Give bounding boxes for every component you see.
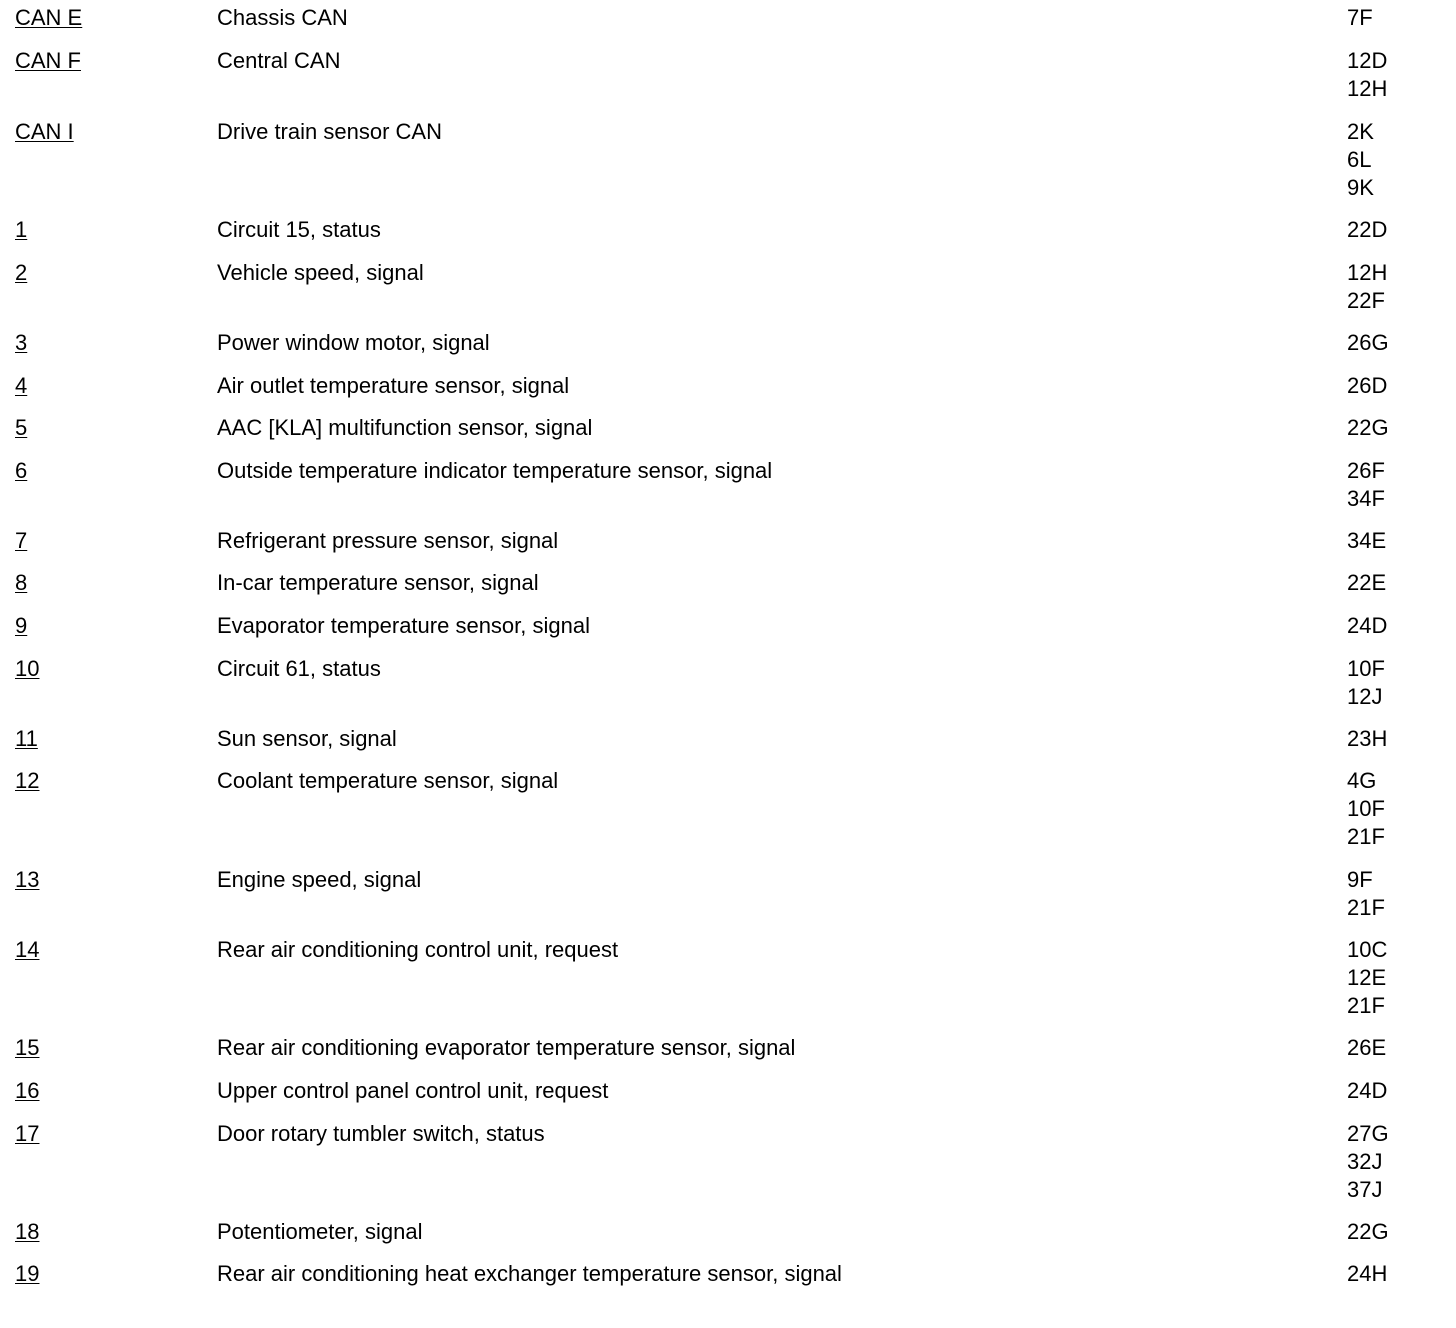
grid-reference-list xyxy=(1347,569,1386,597)
signal-code-link[interactable]: 12 xyxy=(15,768,40,793)
grid-reference: 24D xyxy=(1347,1078,1388,1103)
signal-code-link[interactable]: 3 xyxy=(15,330,28,355)
signal-description: Vehicle speed, signal xyxy=(217,260,424,285)
signal-code-link[interactable]: 17 xyxy=(15,1121,40,1146)
signal-description: Rear air conditioning heat exchanger temperature sensor, signal xyxy=(217,1261,842,1286)
grid-reference-list xyxy=(1347,329,1389,357)
signal-description: Refrigerant pressure sensor, signal xyxy=(217,528,559,553)
signal-description: Rear air conditioning control unit, request xyxy=(217,937,619,962)
grid-reference: 10F xyxy=(1347,656,1385,681)
grid-reference-list xyxy=(1347,457,1385,513)
grid-reference: 10C xyxy=(1347,937,1388,962)
signal-description: Upper control panel control unit, request xyxy=(217,1078,609,1103)
grid-reference: 12H xyxy=(1347,76,1388,101)
grid-reference: 26F xyxy=(1347,458,1385,483)
signal-code-link[interactable]: 14 xyxy=(15,937,40,962)
signal-description: Power window motor, signal xyxy=(217,330,490,355)
signal-code-link[interactable]: 19 xyxy=(15,1261,40,1286)
signal-description: Potentiometer, signal xyxy=(217,1219,423,1244)
grid-reference: 26D xyxy=(1347,373,1388,398)
signal-code-link[interactable]: CAN F xyxy=(15,48,81,73)
grid-reference-list xyxy=(1347,1120,1389,1204)
signal-code-link[interactable]: 2 xyxy=(15,260,28,285)
grid-reference: 26E xyxy=(1347,1035,1387,1060)
grid-reference: 34E xyxy=(1347,528,1387,553)
grid-reference: 12J xyxy=(1347,684,1383,709)
grid-reference-list xyxy=(1347,1260,1387,1288)
signal-code-link[interactable]: 4 xyxy=(15,373,28,398)
signal-code-link[interactable]: 6 xyxy=(15,458,28,483)
signal-description: Coolant temperature sensor, signal xyxy=(217,768,559,793)
signal-code-link[interactable]: 16 xyxy=(15,1078,40,1103)
signal-code-link[interactable]: 8 xyxy=(15,570,28,595)
grid-reference-list xyxy=(1347,47,1387,103)
grid-reference-list xyxy=(1347,936,1387,1020)
grid-reference-list xyxy=(1347,725,1387,753)
signal-description: Sun sensor, signal xyxy=(217,726,397,751)
signal-description: Engine speed, signal xyxy=(217,867,422,892)
grid-reference: 12H xyxy=(1347,260,1388,285)
signal-description: AAC [KLA] multifunction sensor, signal xyxy=(217,415,593,440)
grid-reference: 34F xyxy=(1347,486,1385,511)
grid-reference: 26G xyxy=(1347,330,1389,355)
signal-description: Circuit 61, status xyxy=(217,656,381,681)
signal-description: Door rotary tumbler switch, status xyxy=(217,1121,545,1146)
grid-reference: 22E xyxy=(1347,570,1387,595)
grid-reference-list xyxy=(1347,4,1373,32)
grid-reference: 22D xyxy=(1347,217,1388,242)
grid-reference-list xyxy=(1347,655,1385,711)
grid-reference: 22G xyxy=(1347,1219,1389,1244)
grid-reference: 21F xyxy=(1347,993,1385,1018)
signal-code-link[interactable]: 11 xyxy=(15,726,38,751)
grid-reference-list xyxy=(1347,1077,1387,1105)
signal-description: Central CAN xyxy=(217,48,341,73)
signal-code-link[interactable]: CAN E xyxy=(15,5,83,30)
grid-reference: 27G xyxy=(1347,1121,1389,1146)
grid-reference: 12D xyxy=(1347,48,1388,73)
grid-reference-list xyxy=(1347,1218,1389,1246)
grid-reference: 24H xyxy=(1347,1261,1388,1286)
grid-reference: 24D xyxy=(1347,613,1388,638)
signal-code-link[interactable]: 9 xyxy=(15,613,28,638)
grid-reference-list xyxy=(1347,527,1386,555)
grid-reference-list xyxy=(1347,612,1387,640)
signal-code-link[interactable]: 15 xyxy=(15,1035,40,1060)
grid-reference-list xyxy=(1347,372,1387,400)
grid-reference: 32J xyxy=(1347,1149,1383,1174)
signal-description: Rear air conditioning evaporator temperature sensor, signal xyxy=(217,1035,796,1060)
grid-reference-list xyxy=(1347,1034,1386,1062)
grid-reference-list xyxy=(1347,118,1374,202)
signal-code-link[interactable]: 18 xyxy=(15,1219,40,1244)
signal-description: Outside temperature indicator temperature sensor, signal xyxy=(217,458,773,483)
grid-reference: 9F xyxy=(1347,867,1373,892)
signal-description: Circuit 15, status xyxy=(217,217,381,242)
grid-reference-list xyxy=(1347,767,1385,851)
grid-reference: 21F xyxy=(1347,895,1385,920)
grid-reference: 6L xyxy=(1347,147,1372,172)
grid-reference-list xyxy=(1347,216,1387,244)
signal-description: Drive train sensor CAN xyxy=(217,119,442,144)
grid-reference-list xyxy=(1347,866,1385,922)
grid-reference: 7F xyxy=(1347,5,1373,30)
grid-reference: 22G xyxy=(1347,415,1389,440)
signal-code-link[interactable]: 7 xyxy=(15,528,28,553)
grid-reference: 21F xyxy=(1347,824,1385,849)
signal-code-link[interactable]: 5 xyxy=(15,415,28,440)
signal-description: In-car temperature sensor, signal xyxy=(217,570,539,595)
signal-code-link[interactable]: 10 xyxy=(15,656,40,681)
grid-reference: 12E xyxy=(1347,965,1387,990)
grid-reference: 22F xyxy=(1347,288,1385,313)
signal-description: Air outlet temperature sensor, signal xyxy=(217,373,570,398)
signal-description: Evaporator temperature sensor, signal xyxy=(217,613,590,638)
grid-reference: 4G xyxy=(1347,768,1377,793)
grid-reference: 37J xyxy=(1347,1177,1383,1202)
signal-code-link[interactable]: 13 xyxy=(15,867,40,892)
grid-reference: 2K xyxy=(1347,119,1374,144)
signal-code-link[interactable]: 1 xyxy=(15,217,28,242)
grid-reference: 9K xyxy=(1347,175,1374,200)
grid-reference-list xyxy=(1347,259,1387,315)
grid-reference-list xyxy=(1347,414,1389,442)
signal-code-link[interactable]: CAN I xyxy=(15,119,74,144)
grid-reference: 10F xyxy=(1347,796,1385,821)
signal-description: Chassis CAN xyxy=(217,5,348,30)
grid-reference: 23H xyxy=(1347,726,1388,751)
